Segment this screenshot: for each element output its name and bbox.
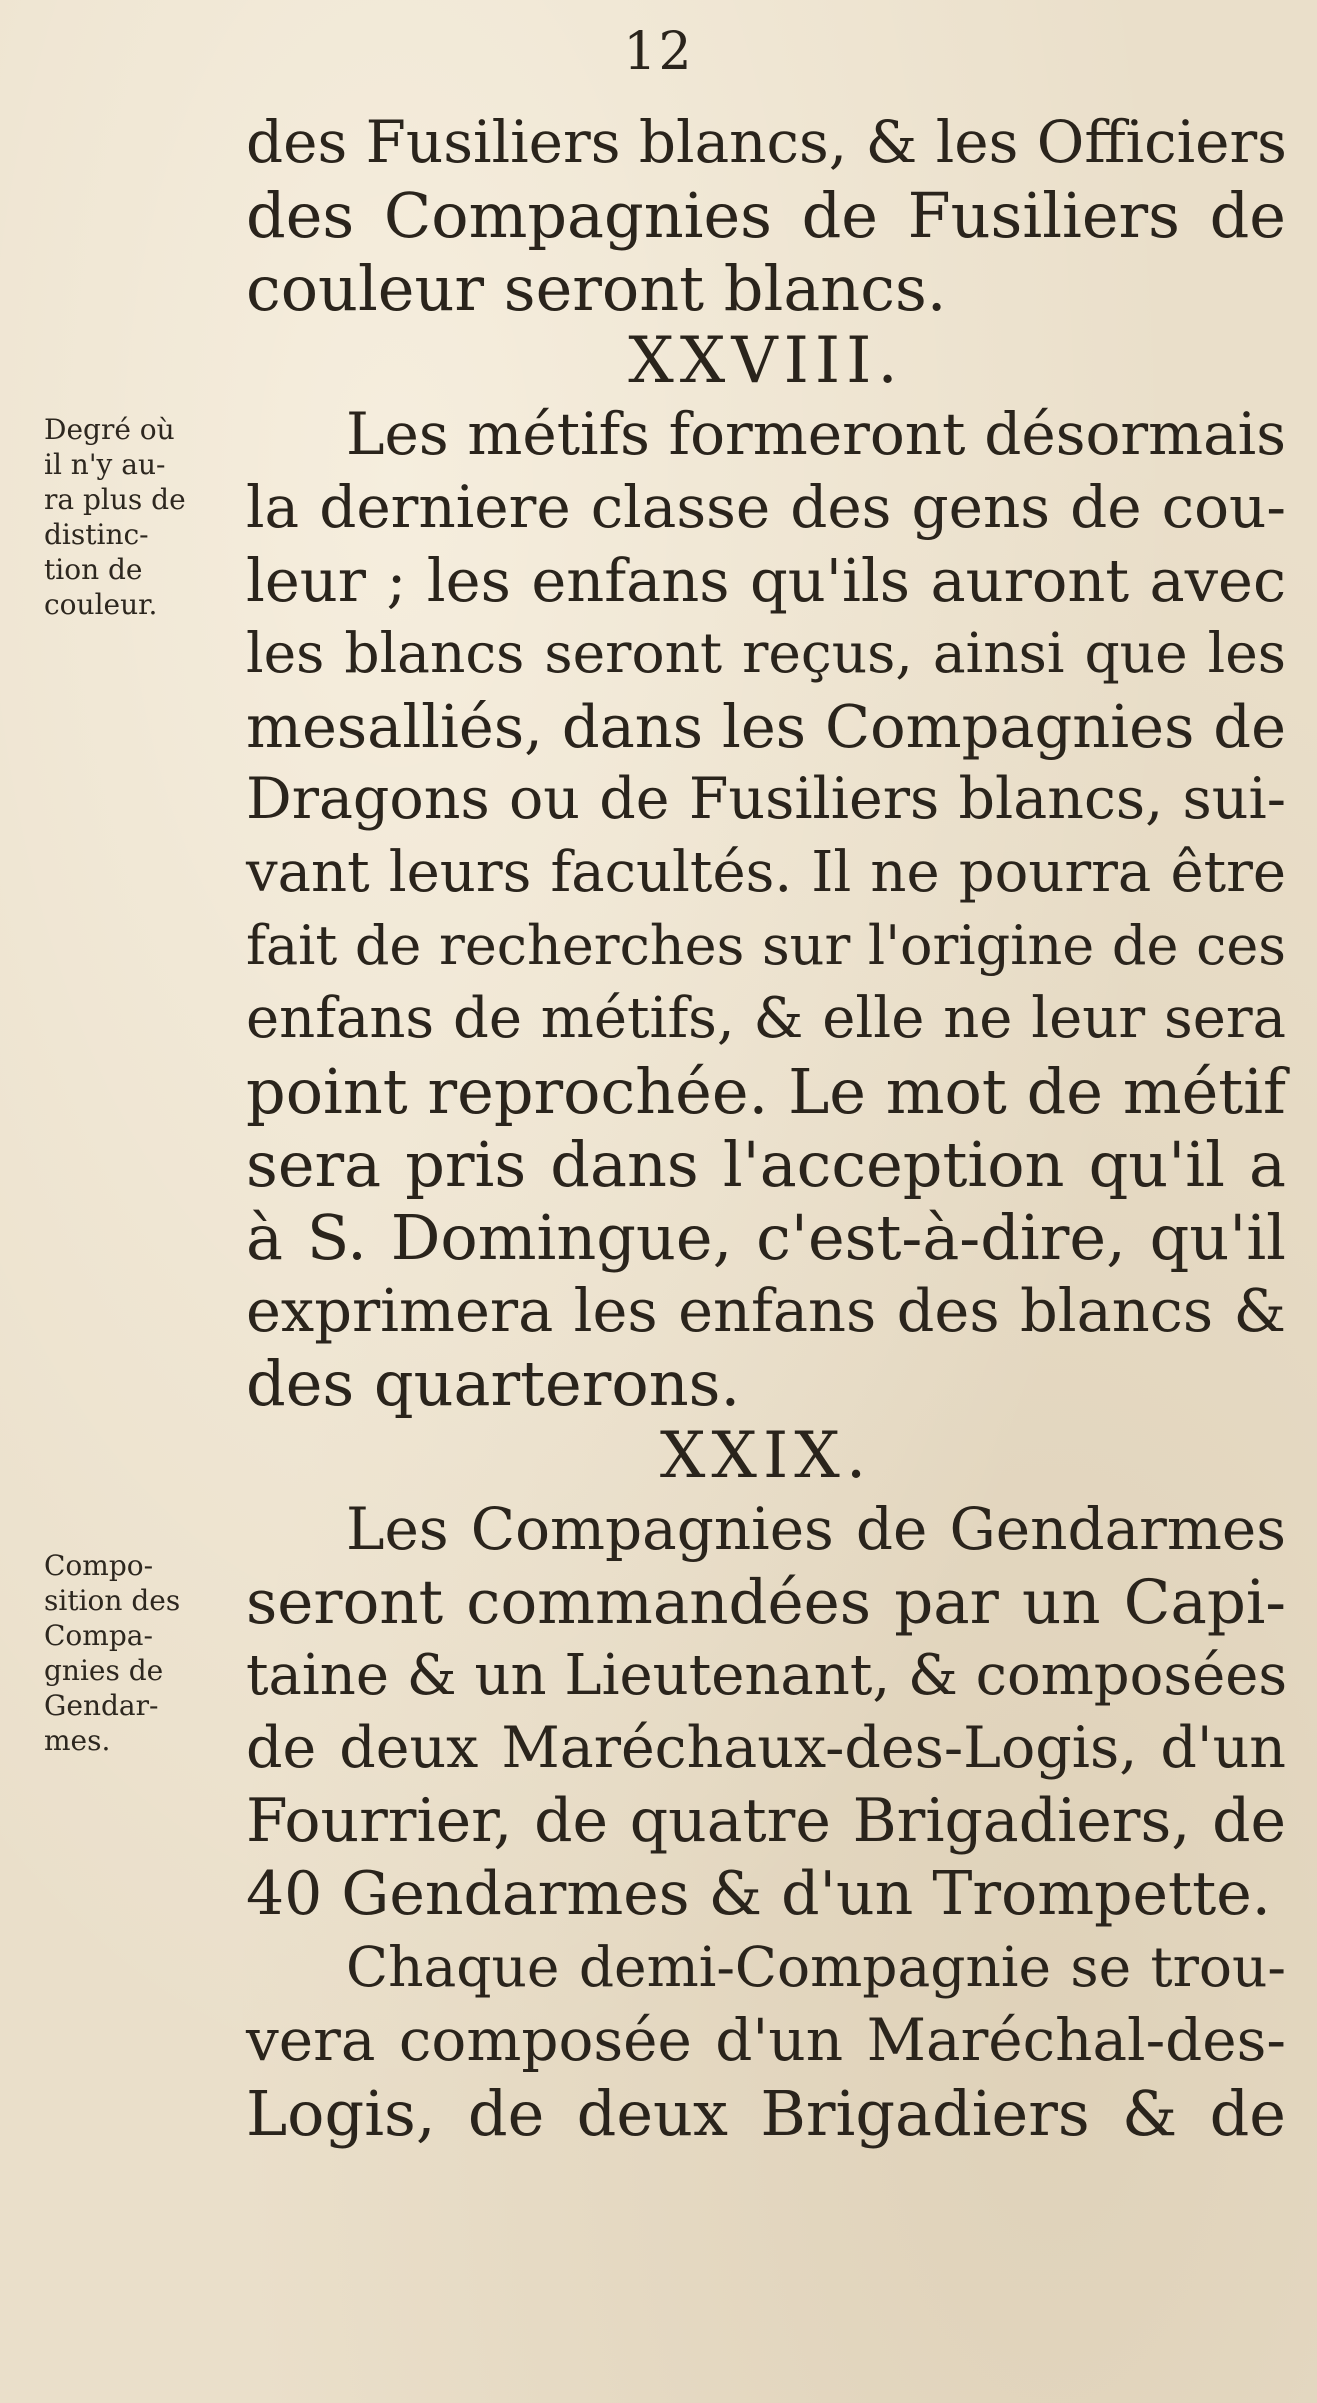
main-text-block (246, 106, 1286, 2150)
margin-note-gendarmes-composition (44, 1548, 234, 1758)
text-line: 40 Gendarmes & d'un Trompette. (246, 1859, 1271, 1929)
text-line: les blancs seront reçus, ainsi que les (246, 621, 1286, 685)
text-line: taine & un Lieutenant, & composées (246, 1643, 1288, 1708)
article-heading: XXIX. (659, 1419, 873, 1493)
text-line: fait de recherches sur l'origine de ces (246, 914, 1286, 977)
text-line: exprimera les enfans des blancs & (246, 1276, 1286, 1345)
margin-note-line: ra plus de (44, 483, 186, 516)
margin-note-line: Compa- (44, 1619, 153, 1652)
text-line: de deux Maréchaux-des-Logis, d'un (246, 1715, 1286, 1781)
margin-note-line: distinc- (44, 518, 149, 551)
margin-note-line: sition des (44, 1584, 181, 1617)
page-number: 12 (623, 22, 694, 82)
article-heading: XXVIII. (628, 324, 904, 398)
margin-note-line: tion de (44, 553, 143, 586)
text-line: Dragons ou de Fusiliers blancs, sui- (246, 766, 1286, 832)
margin-note-line: mes. (44, 1724, 111, 1757)
text-line: Chaque demi-Compagnie se trou- (346, 1935, 1286, 1999)
margin-note-line: gnies de (44, 1654, 164, 1687)
text-line: des quarterons. (246, 1347, 741, 1420)
text-line: vant leurs facultés. Il ne pourra être (246, 840, 1286, 905)
margin-note-line: couleur. (44, 588, 158, 621)
text-line: Logis, de deux Brigadiers & de (246, 2077, 1286, 2150)
margin-note-line: il n'y au- (44, 448, 166, 481)
text-line: des Fusiliers blancs, & les Officiers (246, 108, 1287, 176)
text-line: la derniere classe des gens de cou- (246, 473, 1286, 541)
margin-note-line: Compo- (44, 1549, 154, 1582)
text-line: leur ; les enfans qu'ils auront avec (246, 546, 1286, 615)
text-line: enfans de métifs, & elle ne leur sera (246, 986, 1286, 1051)
margin-note-line: Gendar- (44, 1689, 159, 1722)
text-line: point reprochée. Le mot de métif (246, 1055, 1286, 1128)
margin-note-line: Degré où (44, 413, 175, 446)
text-line: Fourrier, de quatre Brigadiers, de (246, 1786, 1286, 1856)
text-line: couleur seront blancs. (246, 252, 947, 325)
text-line: Les métifs formeront désormais (346, 400, 1286, 468)
text-line: des Compagnies de Fusiliers de (246, 179, 1286, 252)
text-line: seront commandées par un Capi- (246, 1567, 1286, 1638)
text-line: à S. Domingue, c'est-à-dire, qu'il (246, 1201, 1286, 1274)
text-line: vera composée d'un Maréchal-des- (246, 2006, 1286, 2074)
text-line: mesalliés, dans les Compagnies de (246, 692, 1286, 761)
text-line: Les Compagnies de Gendarmes (346, 1495, 1286, 1563)
text-line: sera pris dans l'acception qu'il a (246, 1128, 1286, 1201)
margin-note-degree-of-colour (44, 412, 234, 622)
